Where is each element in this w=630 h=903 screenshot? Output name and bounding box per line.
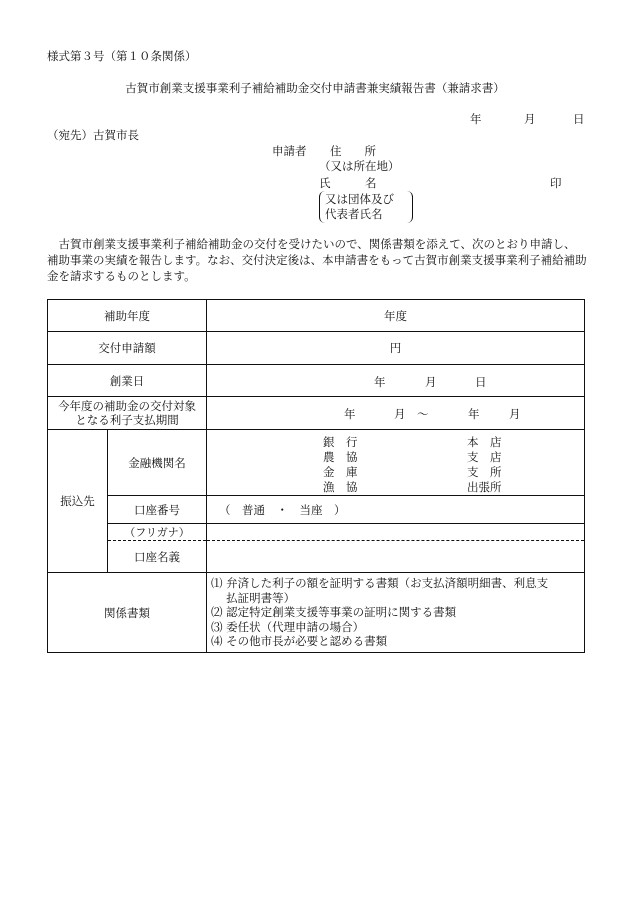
bracket-line-1: 又は団体及び xyxy=(325,192,394,206)
document-title: 古賀市創業支援事業利子補給補助金交付申請書兼実績報告書（兼請求書） xyxy=(125,81,505,95)
related-documents-label: 関係書類 xyxy=(48,573,207,653)
fi-type-credit-union: 金 庫 xyxy=(323,464,358,479)
fiscal-year-field[interactable] xyxy=(207,300,585,332)
related-documents-list xyxy=(207,573,585,653)
period-start-year: 年 xyxy=(344,407,356,421)
body-text: 古賀市創業支援事業利子補給補助金の交付を受けたいので、関係書類を添えて、次のとおり申請し、補助事業の実績を報告します。なお、交付決定後は、本申請書をもって古賀市創業支援事業利子補給補助金を請求するものとします。 xyxy=(47,237,587,283)
period-end-month: 月 xyxy=(509,407,521,421)
bracket-line-2: 代表者氏名 xyxy=(325,207,383,221)
branch-type-head: 本 店 xyxy=(467,434,502,449)
founding-day: 日 xyxy=(475,374,487,389)
applicant-label: 申請者 xyxy=(272,144,307,158)
financial-institution-field[interactable] xyxy=(207,430,585,496)
document-item-4: ⑷ その他市長が必要と認める書類 xyxy=(211,634,388,649)
branch-type-sub-branch: 支 所 xyxy=(467,464,502,479)
founding-date-label: 創業日 xyxy=(48,365,207,397)
period-tilde: ～ xyxy=(417,407,429,421)
financial-institution-label: 金融機関名 xyxy=(108,430,207,496)
branch-type-branch: 支 店 xyxy=(467,449,502,464)
fi-type-agri-coop: 農 協 xyxy=(323,449,358,464)
address-sub-label: （又は所在地） xyxy=(319,159,400,173)
founding-year: 年 xyxy=(374,374,386,389)
furigana-field[interactable] xyxy=(207,524,585,541)
founding-month: 月 xyxy=(425,374,437,389)
addressee: （宛先）古賀市長 xyxy=(47,128,139,142)
account-name-label: 口座名義 xyxy=(108,541,207,573)
date-day: 日 xyxy=(573,112,585,126)
date-month: 月 xyxy=(524,112,536,126)
furigana-label: （フリガナ） xyxy=(108,524,207,541)
amount-unit: 円 xyxy=(389,341,402,355)
document-item-3: ⑶ 委任状（代理申請の場合） xyxy=(211,619,365,634)
founding-date-field[interactable] xyxy=(207,365,585,397)
branch-type-office: 出張所 xyxy=(467,479,502,494)
name-label: 氏 名 xyxy=(319,176,377,190)
interest-period-label-1: 今年度の補助金の交付対象 xyxy=(58,399,196,413)
fi-type-fishery-coop: 漁 協 xyxy=(323,479,358,494)
fiscal-year-label: 補助年度 xyxy=(48,300,207,332)
application-table xyxy=(47,299,585,653)
date-year: 年 xyxy=(470,112,482,126)
fi-type-bank: 銀 行 xyxy=(323,434,358,449)
interest-period-label xyxy=(48,397,207,430)
document-item-1-cont: 払証明書等） xyxy=(211,590,296,605)
amount-field[interactable] xyxy=(207,332,585,365)
document-item-2: ⑵ 認定特定創業支援等事業の証明に関する書類 xyxy=(211,605,457,620)
amount-label: 交付申請額 xyxy=(48,332,207,365)
account-number-label: 口座番号 xyxy=(108,496,207,524)
account-type-options: （ 普通 ・ 当座 ） xyxy=(219,502,346,517)
seal-mark: 印 xyxy=(550,176,562,190)
period-start-month: 月 xyxy=(394,407,406,421)
interest-period-label-2: となる利子支払期間 xyxy=(75,413,179,427)
interest-period-field[interactable] xyxy=(207,397,585,430)
fiscal-year-unit: 年度 xyxy=(384,308,407,323)
period-end-year: 年 xyxy=(468,407,480,421)
account-number-field[interactable] xyxy=(207,496,585,524)
form-number: 様式第３号（第１０条関係） xyxy=(47,49,197,63)
name-bracket xyxy=(319,191,413,223)
address-label: 住 所 xyxy=(330,144,376,158)
account-name-field[interactable] xyxy=(207,541,585,573)
transfer-label: 振込先 xyxy=(48,430,108,573)
document-item-1: ⑴ 弁済した利子の額を証明する書類（お支払済額明細書、利息支 xyxy=(211,576,549,591)
